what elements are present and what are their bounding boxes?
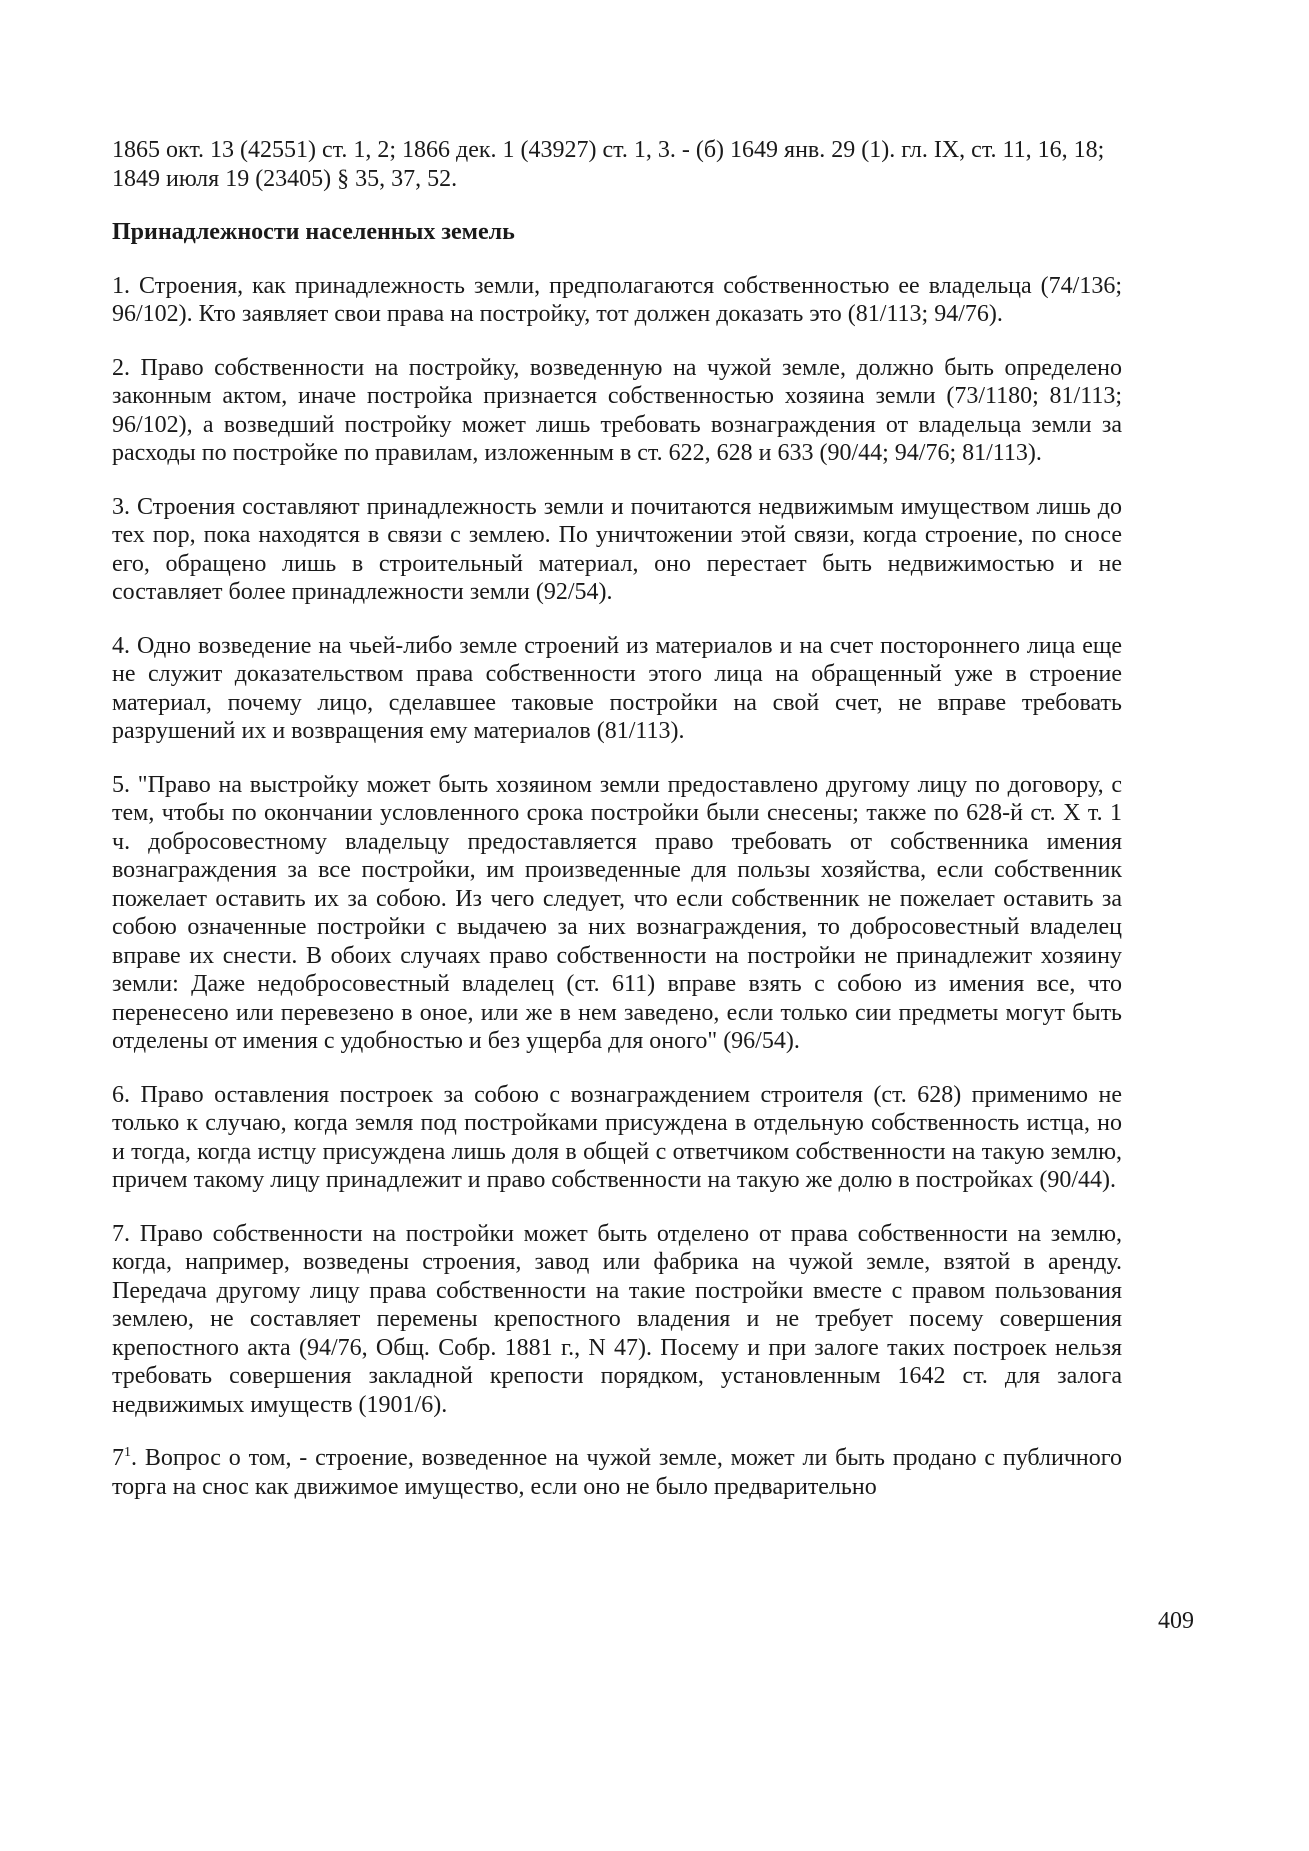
paragraph-5: 5. "Право на выстройку может быть хозяином земли предоставлено другому лицу по договору, с тем, чтобы по окончании условленного срока постройки были снесены; также по 628-й ст. X т. 1 ч. добросовестному владельцу предоставляется право требовать от собственника имения вознаграждения за все постройки, им произведенные для пользы хозяйства, если собственник пожелает оставить их за собою. Из чего следует, что если собственник не пожелает оставить за собою означенные постройки с выдачею за них вознаграждения, то добросовестный владелец вправе их снести. В обоих случаях право собственности на постройки не принадлежит хозяину земли: Даже недобросовестный владелец (ст. 611) вправе взять с собою из имения все, что перенесено или перевезено в оное, или же в нем заведено, если только сии предметы могут быть отделены от имения с удобностью и без ущерба для оного" (96/54).: [112, 771, 1123, 1054]
paragraph-7: 7. Право собственности на постройки может быть отделено от права собственности на землю, когда, например, возведены строения, завод или фабрика на чужой земле, взятой в аренду. Передача другому лицу права собственности на такие постройки вместе с правом пользования землею, не составляет перемены крепостного владения и не требует посему совершения крепостного акта (94/76, Общ. Собр. 1881 г., N 47). Посему и при залоге таких построек нельзя требовать совершения закладной крепости порядком, установленным 1642 ст. для залога недвижимых имуществ (1901/6).: [112, 1220, 1122, 1418]
page-number: 409: [1158, 1608, 1194, 1634]
paragraph-6: 6. Право оставления построек за собою с вознаграждением строителя (ст. 628) применимо не только к случаю, когда земля под постройками присуждена в отдельную собственность истца, но и тогда, когда истцу присуждена лишь доля в общей с ответчиком собственности на такую землю, причем такому лицу принадлежит и право собственности на такую же долю в постройках (90/44).: [112, 1081, 1122, 1193]
paragraph-7-1-superscript: 1: [124, 1445, 131, 1460]
paragraph-7-1-number: 7: [112, 1445, 124, 1471]
paragraph-7-1: [112, 1444, 1122, 1501]
document-page: [112, 136, 1122, 1526]
paragraph-3: 3. Строения составляют принадлежность земли и почитаются недвижимым имуществом лишь до тех пор, пока находятся в связи с землею. По уничтожении этой связи, когда строение, по сносе его, обращено лишь в строительный материал, оно перестает быть недвижимостью и не составляет более принадлежности земли (92/54).: [112, 493, 1122, 605]
paragraph-1: 1. Строения, как принадлежность земли, предполагаются собственностью ее владельца (74/136; 96/102). Кто заявляет свои права на постройку, тот должен доказать это (81/113; 94/76).: [112, 272, 1122, 327]
section-heading: Принадлежности населенных земель: [112, 219, 515, 245]
paragraph-4: 4. Одно возведение на чьей-либо земле строений из материалов и на счет постороннего лица еще не служит доказательством права собственности этого лица на обращенный уже в строение материал, почему лицо, сделавшее таковые постройки на свой счет, не вправе требовать разрушений их и возвращения ему материалов (81/113).: [112, 632, 1122, 744]
intro-citation: 1865 окт. 13 (42551) ст. 1, 2; 1866 дек. 1 (43927) ст. 1, 3. - (б) 1649 янв. 29 (1). гл. IX, ст. 11, 16, 18; 1849 июля 19 (23405) § 35, 37, 52.: [112, 137, 1105, 192]
paragraph-7-1-text: . Вопрос о том, - строение, возведенное на чужой земле, может ли быть продано с публичного торга на снос как движимое имущество, если оно не было предварительно: [112, 1445, 1122, 1500]
paragraph-2: 2. Право собственности на постройку, возведенную на чужой земле, должно быть определено законным актом, иначе постройка признается собственностью хозяина земли (73/1180; 81/113; 96/102), а возведший постройку может лишь требовать вознаграждения от владельца земли за расходы по постройке по правилам, изложенным в ст. 622, 628 и 633 (90/44; 94/76; 81/113).: [112, 354, 1122, 466]
